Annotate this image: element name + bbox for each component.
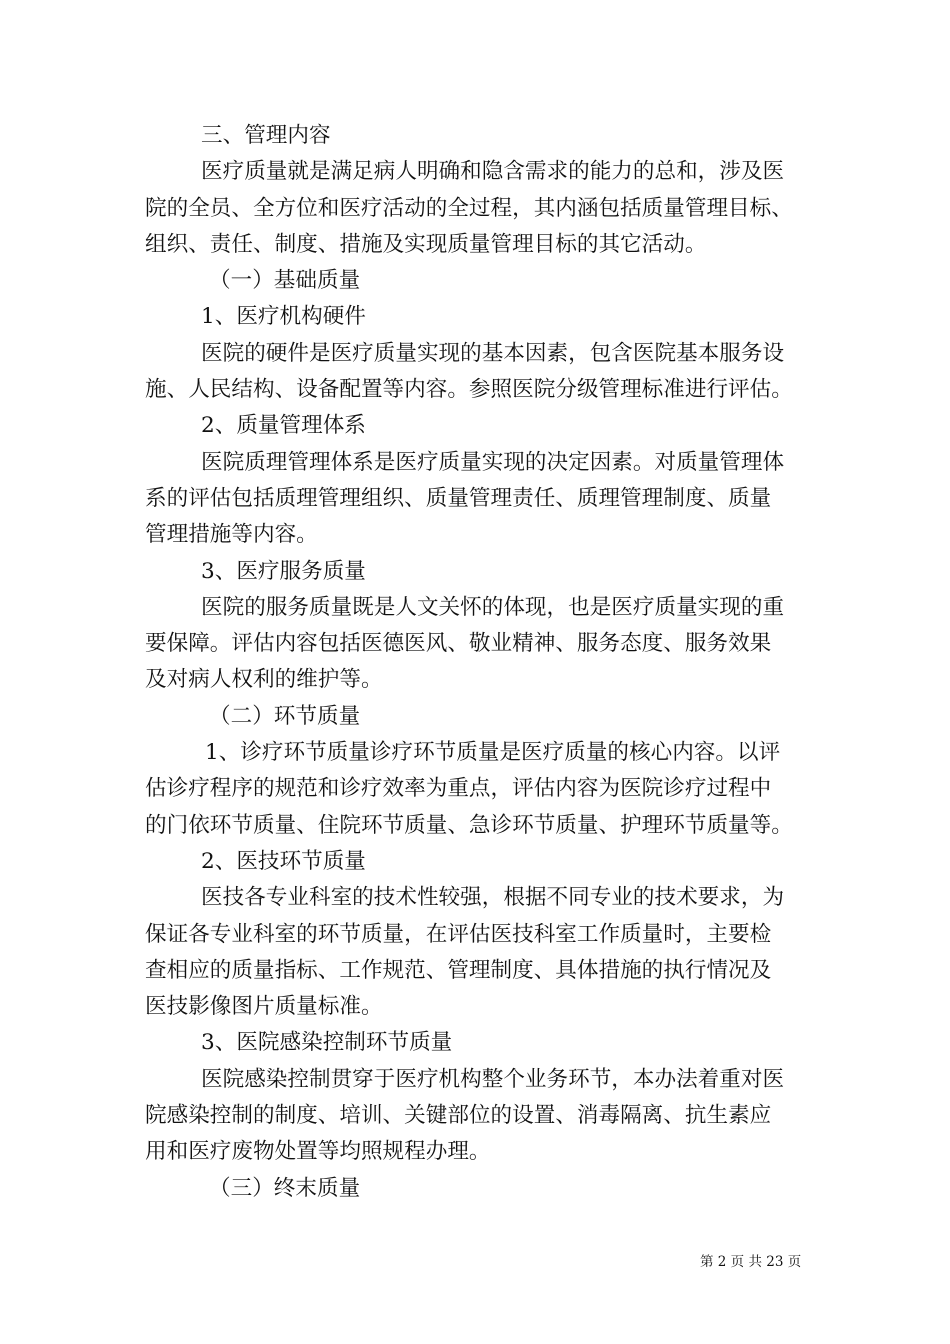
text-line: 估诊疗程序的规范和诊疗效率为重点，评估内容为医院诊疗过程中 [145, 776, 772, 802]
text-line: （三）终末质量 [209, 1175, 361, 1201]
text-line: 医院感染控制贯穿于医疗机构整个业务环节，本办法着重对医 [201, 1066, 785, 1092]
text-line: 1、诊疗环节质量诊疗环节质量是医疗质量的核心内容。以评 [205, 740, 781, 766]
text-line: 查相应的质量指标、工作规范、管理制度、具体措施的执行情况及 [145, 957, 772, 983]
text-line: 院感染控制的制度、培训、关键部位的设置、消毒隔离、抗生素应 [145, 1103, 772, 1129]
page-number-footer: 第 2 页 共 23 页 [700, 1254, 802, 1270]
text-line: 医疗质量就是满足病人明确和隐含需求的能力的总和，涉及医 [201, 159, 785, 185]
text-line: 2、质量管理体系 [201, 413, 366, 439]
text-line: 医技各专业科室的技术性较强，根据不同专业的技术要求，为 [201, 885, 785, 911]
text-line: 医技影像图片质量标准。 [145, 994, 383, 1020]
text-line: 要保障。评估内容包括医德医风、敬业精神、服务态度、服务效果 [145, 631, 772, 657]
text-line: 保证各专业科室的环节质量，在评估医技科室工作质量时，主要检 [145, 921, 772, 947]
text-line: 施、人民结构、设备配置等内容。参照医院分级管理标准进行评估。 [145, 377, 793, 403]
text-line: 的门依环节质量、住院环节质量、急诊环节质量、护理环节质量等。 [145, 812, 793, 838]
text-line: 2、医技环节质量 [201, 848, 366, 874]
text-line: 组织、责任、制度、措施及实现质量管理目标的其它活动。 [145, 231, 707, 257]
document-body [145, 118, 810, 1207]
text-line: 1、医疗机构硬件 [201, 304, 366, 330]
text-line: （二）环节质量 [209, 703, 361, 729]
text-line: 院的全员、全方位和医疗活动的全过程，其内涵包括质量管理目标、 [145, 195, 793, 221]
text-line: 医院质理管理体系是医疗质量实现的决定因素。对质量管理体 [201, 449, 785, 475]
text-line: 3、医院感染控制环节质量 [201, 1030, 453, 1056]
text-line: 三、管理内容 [201, 123, 331, 148]
text-line: 及对病人权利的维护等。 [145, 667, 383, 693]
text-line: 用和医疗废物处置等均照规程办理。 [145, 1139, 491, 1165]
text-line: 3、医疗服务质量 [201, 558, 366, 584]
text-line: 医院的硬件是医疗质量实现的基本因素，包含医院基本服务设 [201, 340, 785, 366]
text-line: 系的评估包括质理管理组织、质量管理责任、质理管理制度、质量 [145, 485, 772, 511]
text-line: 医院的服务质量既是人文关怀的体现，也是医疗质量实现的重 [201, 594, 785, 620]
text-line: （一）基础质量 [209, 268, 361, 294]
text-line: 管理措施等内容。 [145, 522, 318, 548]
